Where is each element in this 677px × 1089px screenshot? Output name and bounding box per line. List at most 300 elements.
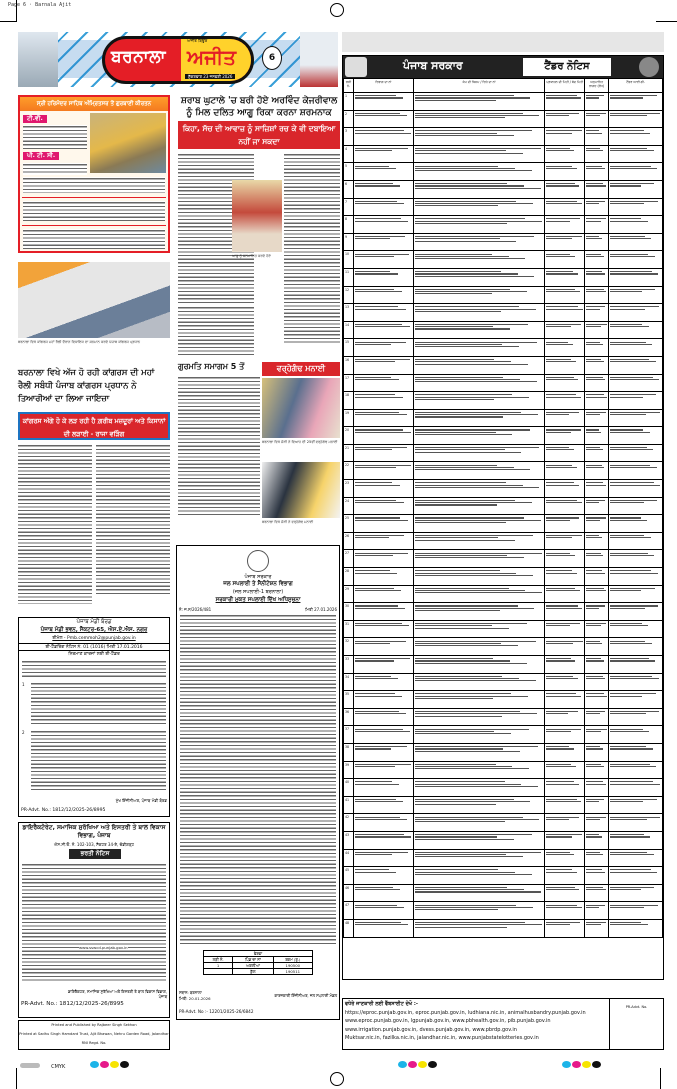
work-cell	[413, 656, 545, 674]
work-cell	[413, 726, 545, 744]
amount-cell	[585, 515, 609, 533]
section-name: ਬਰਨਾਲਾ	[111, 47, 166, 67]
amount-cell	[585, 216, 609, 234]
work-cell	[413, 550, 545, 568]
magenta-dot	[100, 1061, 109, 1068]
left-banner-headline: ਕਾਂਗਰਸ ਅੱਗੇ ਹੋ ਕੇ ਲੜ ਰਹੀ ਹੈ ਗ਼ਰੀਬ ਮਜ਼ਦੂਰਾਂ ਅਤੇ ਕਿਸਾਨਾਂ ਦੀ ਲੜਾਈ - ਰਾਜਾ ਵੜਿੰਗ	[18, 412, 170, 440]
mandi-signatory: ਮੁੱਖ ਇੰਜੀਨੀਅਰ, ਪੰਜਾਬ ਮੰਡੀ ਬੋਰਡ	[115, 798, 167, 803]
row-number: 11	[344, 268, 354, 286]
table-cell: 1	[204, 963, 233, 969]
tender-id-cell	[609, 180, 663, 198]
row-number: 2	[344, 110, 354, 128]
work-cell	[413, 902, 545, 920]
tender-footer-ref: PR-Advt. No.	[609, 999, 663, 1049]
tender-row	[344, 93, 663, 111]
row-number: 30	[344, 603, 354, 621]
crop-mark	[0, 21, 16, 22]
row-number: 25	[344, 515, 354, 533]
column-header: ਟੈਂਡਰ ਆਈ.ਡੀ.	[609, 79, 663, 93]
work-cell	[413, 251, 545, 269]
work-cell	[413, 145, 545, 163]
amount-cell	[585, 796, 609, 814]
yellow-dot	[582, 1061, 591, 1068]
row-number: 28	[344, 568, 354, 586]
amount-cell	[585, 409, 609, 427]
article-body	[284, 153, 340, 343]
work-cell	[413, 743, 545, 761]
tender-row	[344, 585, 663, 603]
date-cell	[545, 743, 585, 761]
date-cell	[545, 480, 585, 498]
article-body	[96, 444, 170, 594]
column-header: ਲੜੀ ਨੰ.	[344, 79, 354, 93]
tender-id-cell	[609, 233, 663, 251]
tender-id-cell	[609, 568, 663, 586]
department-cell	[353, 444, 413, 462]
date-cell	[545, 761, 585, 779]
tender-row	[344, 304, 663, 322]
row-number: 41	[344, 796, 354, 814]
amount-cell	[585, 849, 609, 867]
tender-id-cell	[609, 620, 663, 638]
meeting-photo-caption: ਆਗੂ ਨੂੰ ਸਨਮਾਨਿਤ ਕਰਦੇ ਹੋਏ	[232, 254, 271, 258]
work-cell	[413, 708, 545, 726]
date-cell	[545, 198, 585, 216]
notice-sub: (ਜਲ ਸਪਲਾਈ-1 ਬਰਨਾਲਾ)	[232, 589, 284, 595]
work-cell	[413, 480, 545, 498]
cmyk-label: CMYK	[51, 1064, 66, 1070]
water-supply-notice	[176, 545, 340, 1020]
amount-cell	[585, 814, 609, 832]
work-cell	[413, 128, 545, 146]
row-number: 24	[344, 497, 354, 515]
amount-cell	[585, 884, 609, 902]
date-cell	[545, 462, 585, 480]
work-cell	[413, 93, 545, 111]
item-number: 1	[22, 682, 25, 687]
tower-photo	[300, 32, 338, 87]
rally-photo-caption: ਬਰਨਾਲਾ ਵਿਖੇ ਕਾਂਗਰਸ ਮਹਾਂ ਰੈਲੀ ਦੌਰਾਨ ਵਿਧਾਇਕ ਦਾ ਸਨਮਾਨ ਕਰਦੇ ਪੰਜਾਬ ਕਾਂਗਰਸ ਪ੍ਰਧਾਨ	[18, 340, 141, 344]
row-number: 40	[344, 779, 354, 797]
date-cell	[545, 849, 585, 867]
department-cell	[353, 480, 413, 498]
tender-id-cell	[609, 726, 663, 744]
gurbani-box-title: ਸ੍ਰੀ ਹਰਿਮੰਦਰ ਸਾਹਿਬ ਅੰਮ੍ਰਿਤਸਰ ਤੋਂ ਗੁਰਬਾਣੀ ਕੀਰਤਨ	[20, 97, 168, 111]
black-dot	[592, 1061, 601, 1068]
cyan-dot	[90, 1061, 99, 1068]
work-cell	[413, 374, 545, 392]
row-number: 15	[344, 339, 354, 357]
date-cell	[545, 656, 585, 674]
work-cell	[413, 814, 545, 832]
tender-id-cell	[609, 268, 663, 286]
amount-cell	[585, 233, 609, 251]
table-row	[204, 969, 313, 975]
imprint-line: Printed and Published by Rajbeer Singh Sekhon	[51, 1023, 137, 1027]
department-cell	[353, 532, 413, 550]
tender-row	[344, 356, 663, 374]
date-cell	[545, 216, 585, 234]
row-number: 5	[344, 163, 354, 181]
date-cell	[545, 673, 585, 691]
cyan-dot	[398, 1061, 407, 1068]
amount-cell	[585, 128, 609, 146]
department-cell	[353, 726, 413, 744]
department-cell	[353, 585, 413, 603]
issue-date: ਸ਼ੁੱਕਰਵਾਰ 23 ਜਨਵਰੀ 2026	[185, 74, 235, 79]
tender-row	[344, 409, 663, 427]
paper-name: ਅਜੀਤ	[187, 45, 237, 69]
tender-website-list	[342, 998, 664, 1050]
schedule-text	[23, 125, 87, 149]
recruit-website: www.sswcd.punjab.gov.in	[79, 945, 128, 950]
gurbani-kirtan-box	[18, 95, 170, 253]
tender-row	[344, 691, 663, 709]
divider	[22, 225, 166, 226]
date-cell	[545, 831, 585, 849]
date-cell	[545, 568, 585, 586]
article-body	[178, 306, 254, 356]
row-number: 43	[344, 831, 354, 849]
mandi-email: ਈਮੇਲ - Pmb.cemmoh2@punjab.gov.in	[52, 636, 136, 641]
work-cell	[413, 603, 545, 621]
tender-row	[344, 761, 663, 779]
tender-id-cell	[609, 93, 663, 111]
work-cell	[413, 620, 545, 638]
date-cell	[545, 356, 585, 374]
crop-mark	[16, 0, 17, 22]
work-cell	[413, 568, 545, 586]
anniversary-caption-2: ਬਰਨਾਲਾ ਵਿਖੇ ਜੋੜੀ ਨੇ ਵਰ੍ਹੇਗੰਢ ਮਨਾਈ	[262, 520, 314, 524]
amount-cell	[585, 356, 609, 374]
website-link[interactable]: www.irrigation.punjab.gov.in, dvess.punjab.gov.in, www.pbrdp.gov.in	[345, 1026, 517, 1033]
mandi-pr-no: PR-Advt. No.: 1812/12/2025-26/8995	[21, 808, 106, 813]
date-cell	[545, 497, 585, 515]
work-cell	[413, 427, 545, 445]
department-cell	[353, 814, 413, 832]
amount-cell	[585, 268, 609, 286]
amount-cell	[585, 919, 609, 937]
department-cell	[353, 867, 413, 885]
color-bar	[20, 1053, 130, 1070]
amount-cell	[585, 902, 609, 920]
tender-row	[344, 374, 663, 392]
department-cell	[353, 427, 413, 445]
department-cell	[353, 620, 413, 638]
department-cell	[353, 145, 413, 163]
row-number: 33	[344, 656, 354, 674]
anniversary-title: ਵਰ੍ਹੇਗੰਢ ਮਨਾਈ	[262, 362, 340, 376]
tender-row	[344, 673, 663, 691]
work-cell	[413, 515, 545, 533]
tender-row	[344, 603, 663, 621]
amount-cell	[585, 603, 609, 621]
cyan-dot	[562, 1061, 571, 1068]
notice-place: ਸਥਾਨ: ਬਰਨਾਲਾ	[179, 990, 202, 995]
date-cell	[545, 708, 585, 726]
tender-id-cell	[609, 128, 663, 146]
department-cell	[353, 796, 413, 814]
date-cell	[545, 585, 585, 603]
magenta-dot	[408, 1061, 417, 1068]
tender-id-cell	[609, 409, 663, 427]
tender-id-cell	[609, 251, 663, 269]
table-header: ਪਿੰਡ ਦਾ ਨਾਂ	[233, 957, 273, 963]
row-number: 9	[344, 233, 354, 251]
imprint-line: Printed at Sadhu Singh Hamdard Trust, Ajit Bhawan, Nehru Garden Road, Jalandhar	[19, 1032, 169, 1036]
tender-id-cell	[609, 673, 663, 691]
amount-cell	[585, 779, 609, 797]
tender-row	[344, 427, 663, 445]
row-number: 21	[344, 444, 354, 462]
department-cell	[353, 339, 413, 357]
department-cell	[353, 708, 413, 726]
tender-row	[344, 726, 663, 744]
amount-cell	[585, 251, 609, 269]
date-cell	[545, 919, 585, 937]
tender-id-cell	[609, 884, 663, 902]
department-cell	[353, 304, 413, 322]
row-number: 14	[344, 321, 354, 339]
tender-id-cell	[609, 603, 663, 621]
amount-cell	[585, 180, 609, 198]
date-cell	[545, 93, 585, 111]
department-cell	[353, 550, 413, 568]
tender-id-cell	[609, 427, 663, 445]
meeting-photo	[232, 180, 282, 252]
tender-row	[344, 128, 663, 146]
work-cell	[413, 180, 545, 198]
amount-cell	[585, 374, 609, 392]
row-number: 36	[344, 708, 354, 726]
anniversary-photo-1	[262, 378, 340, 438]
tender-row	[344, 480, 663, 498]
amount-cell	[585, 585, 609, 603]
department-cell	[353, 409, 413, 427]
row-number: 18	[344, 392, 354, 410]
row-number: 20	[344, 427, 354, 445]
department-cell	[353, 128, 413, 146]
left-headline: ਬਰਨਾਲਾ ਵਿਖੇ ਅੱਜ ਹੋ ਰਹੀ ਕਾਂਗਰਸ ਦੀ ਮਹਾਂ ਰੈਲੀ ਸਬੰਧੀ ਪੰਜਾਬ ਕਾਂਗਰਸ ਪ੍ਰਧਾਨ ਨੇ ਤਿਆਰੀਆਂ ਦਾ ਲਿਆ ਜਾਇਜ਼ਾ	[18, 367, 155, 403]
row-number: 12	[344, 286, 354, 304]
date-cell	[545, 233, 585, 251]
tender-id-cell	[609, 779, 663, 797]
mandi-board-notice	[18, 617, 170, 817]
tender-id-cell	[609, 638, 663, 656]
sub-banner-headline: ਕਿਹਾ, ਸੱਚ ਦੀ ਆਵਾਜ਼ ਨੂੰ ਸਾਜ਼ਿਸ਼ਾਂ ਰਚ ਕੇ ਵੀ ਦਬਾਇਆ ਨਹੀਂ ਜਾ ਸਕਦਾ	[178, 121, 340, 149]
tender-id-cell	[609, 145, 663, 163]
date-cell	[545, 515, 585, 533]
tender-row	[344, 656, 663, 674]
work-cell	[413, 831, 545, 849]
tender-id-cell	[609, 110, 663, 128]
tender-row	[344, 814, 663, 832]
department-logo-icon	[639, 57, 659, 77]
work-cell	[413, 919, 545, 937]
work-cell	[413, 691, 545, 709]
tender-id-cell	[609, 515, 663, 533]
tender-row	[344, 902, 663, 920]
work-cell	[413, 673, 545, 691]
row-number: 42	[344, 814, 354, 832]
schedule-text	[23, 163, 87, 175]
imprint	[18, 1020, 170, 1050]
date-cell	[545, 550, 585, 568]
tender-id-cell	[609, 216, 663, 234]
department-cell	[353, 216, 413, 234]
department-cell	[353, 779, 413, 797]
row-number: 35	[344, 691, 354, 709]
mandi-address: ਪੰਜਾਬ ਮੰਡੀ ਭਵਨ, ਸੈਕਟਰ-65, ਐਸ.ਏ.ਐਸ. ਨਗਰ	[40, 627, 148, 633]
tender-row	[344, 216, 663, 234]
tender-id-cell	[609, 902, 663, 920]
notice-body	[22, 660, 166, 678]
tender-row	[344, 779, 663, 797]
row-number: 26	[344, 532, 354, 550]
work-cell	[413, 304, 545, 322]
mandi-ref: ਈ-ਟੈਂਡਰਿੰਗ ਨੋਟਿਸ ਨੰ. 01 (1016) ਮਿਤੀ 17.01.2016	[19, 643, 169, 651]
notice-ref: ਨੰ: ਜ.ਸ/2026/481	[179, 607, 212, 612]
yellow-dot	[110, 1061, 119, 1068]
logo-tagline: ਅਜੀਤ ਬਿਊਰੋ	[187, 38, 208, 43]
tender-id-cell	[609, 532, 663, 550]
main-headline: ਸ਼ਰਾਬ ਘੁਟਾਲੇ 'ਚ ਬਰੀ ਹੋਏ ਅਰਵਿੰਦ ਕੇਜਰੀਵਾਲ ਨੂੰ ਮਿਲ ਦਲਿਤ ਆਗੂ ਰਿਕਾ ਕਰਨਾ ਸ਼ਰਮਨਾਕ	[180, 96, 338, 118]
row-number: 16	[344, 356, 354, 374]
tender-row	[344, 268, 663, 286]
date-cell	[545, 304, 585, 322]
department-cell	[353, 884, 413, 902]
row-number: 3	[344, 128, 354, 146]
tender-id-cell	[609, 480, 663, 498]
date-cell	[545, 409, 585, 427]
work-cell	[413, 761, 545, 779]
row-number: 19	[344, 409, 354, 427]
work-cell	[413, 849, 545, 867]
tender-id-cell	[609, 656, 663, 674]
tender-row	[344, 638, 663, 656]
work-cell	[413, 497, 545, 515]
divider	[22, 197, 166, 198]
recruit-signatory: ਡਾਇਰੈਕਟਰ, ਸਮਾਜਿਕ ਸੁਰੱਖਿਆ ਅਤੇ ਇਸਤਰੀ ਤੇ ਬਾਲ ਵਿਕਾਸ ਵਿਭਾਗ, ਪੰਜਾਬ	[67, 989, 167, 999]
row-number: 17	[344, 374, 354, 392]
work-cell	[413, 268, 545, 286]
tender-id-cell	[609, 374, 663, 392]
work-cell	[413, 392, 545, 410]
tender-id-cell	[609, 444, 663, 462]
row-number: 38	[344, 743, 354, 761]
amount-cell	[585, 304, 609, 322]
date-cell	[545, 444, 585, 462]
tender-row	[344, 163, 663, 181]
date-cell	[545, 691, 585, 709]
department-cell	[353, 163, 413, 181]
crop-mark	[16, 1068, 17, 1089]
department-cell	[353, 919, 413, 937]
date-cell	[545, 374, 585, 392]
amount-cell	[585, 392, 609, 410]
black-dot	[120, 1061, 129, 1068]
row-number: 31	[344, 620, 354, 638]
website-link[interactable]: https://eproc.punjab.gov.in, eproc.punjab.gov.in, ludhiana.nic.in, animalhusbandry.punjab.gov.in	[345, 1009, 586, 1016]
tender-row	[344, 849, 663, 867]
website-link[interactable]: Muktsar.nic.in, fazilka.nic.in, jalandhar.nic.in, www.punjabstatelotteries.gov.in	[345, 1035, 539, 1042]
date-cell	[545, 268, 585, 286]
work-cell	[413, 286, 545, 304]
registration-mark-icon	[330, 3, 344, 17]
recruitment-notice	[18, 822, 170, 1018]
work-cell	[413, 110, 545, 128]
tender-id-cell	[609, 321, 663, 339]
work-cell	[413, 462, 545, 480]
work-cell	[413, 779, 545, 797]
department-cell	[353, 515, 413, 533]
tender-row	[344, 831, 663, 849]
row-number: 7	[344, 198, 354, 216]
table-header: ਲੜੀ ਨੰ.	[204, 957, 233, 963]
tv-tag: ਟੀ.ਵੀ.	[23, 115, 47, 123]
department-cell	[353, 902, 413, 920]
gurmat-headline: ਗੁਰਮਤਿ ਸਮਾਗਮ 5 ਤੋਂ	[178, 362, 245, 371]
golden-temple-photo	[90, 113, 166, 173]
amount-cell	[585, 198, 609, 216]
tender-row	[344, 568, 663, 586]
tender-id-cell	[609, 919, 663, 937]
department-cell	[353, 497, 413, 515]
notice-body	[31, 730, 166, 790]
amount-cell	[585, 145, 609, 163]
tender-row	[344, 233, 663, 251]
amount-cell	[585, 638, 609, 656]
amount-cell	[585, 656, 609, 674]
amount-cell	[585, 550, 609, 568]
recruit-address: ਐਸ.ਸੀ.ਓ. ਨੰ. 102-103, ਸੈਕਟਰ 34-ਏ, ਚੰਡੀਗੜ੍ਹ	[53, 842, 134, 847]
amount-cell	[585, 497, 609, 515]
amount-cell	[585, 568, 609, 586]
website-link[interactable]: www.eproc.punjab.gov.in, lgpunjab.gov.in, www.pbhealth.gov.in, pib.punjab.gov.in	[345, 1018, 551, 1025]
notice-pr-no: PR-Advt. No :- 12201/2025-26/6842	[179, 1009, 254, 1014]
date-cell	[545, 145, 585, 163]
date-cell	[545, 110, 585, 128]
work-cell	[413, 532, 545, 550]
work-cell	[413, 339, 545, 357]
tender-row	[344, 198, 663, 216]
amount-cell	[585, 93, 609, 111]
grey-patch	[20, 1063, 40, 1068]
row-number: 10	[344, 251, 354, 269]
department-cell	[353, 743, 413, 761]
date-cell	[545, 884, 585, 902]
column-header: ਅਨੁਮਾਨਿਤ ਲਾਗਤ (ਲੱਖ)	[585, 79, 609, 93]
row-number: 13	[344, 304, 354, 322]
rally-photo	[18, 262, 170, 338]
date-cell	[545, 902, 585, 920]
tender-id-cell	[609, 743, 663, 761]
work-cell	[413, 409, 545, 427]
date-cell	[545, 163, 585, 181]
tender-row	[344, 708, 663, 726]
tender-row	[344, 392, 663, 410]
print-slug: Page 6 · Barnala Ajit	[8, 2, 72, 8]
amount-cell	[585, 444, 609, 462]
tender-row	[344, 743, 663, 761]
department-cell	[353, 462, 413, 480]
tender-id-cell	[609, 356, 663, 374]
work-cell	[413, 163, 545, 181]
department-cell	[353, 691, 413, 709]
row-number: 37	[344, 726, 354, 744]
department-cell	[353, 638, 413, 656]
row-number: 32	[344, 638, 354, 656]
